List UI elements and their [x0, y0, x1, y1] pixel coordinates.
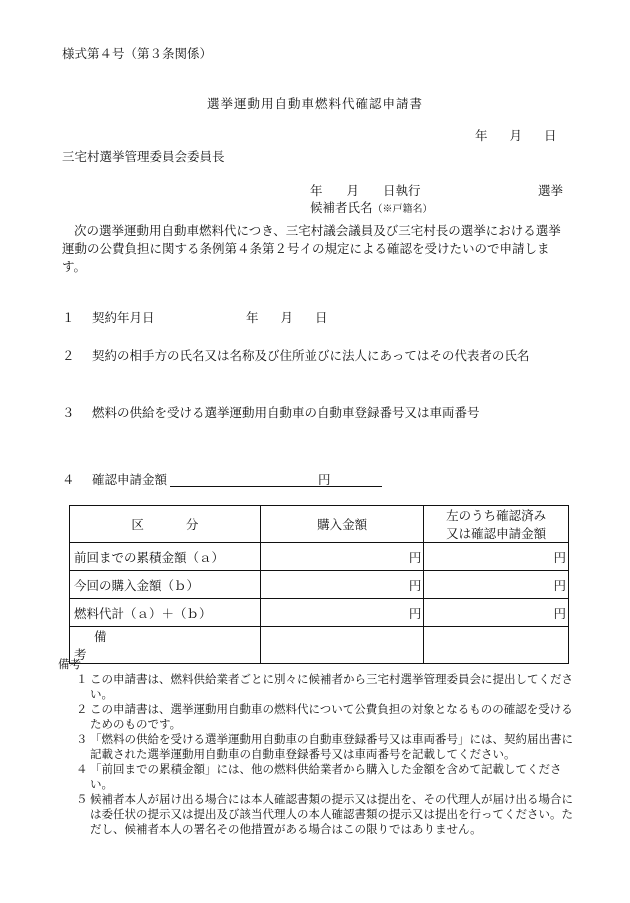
exec-year: 年: [310, 183, 323, 198]
item-contract-date: [62, 308, 328, 326]
table-row: [70, 571, 569, 599]
form-number: 様式第４号（第３条関係）: [62, 46, 213, 61]
date-day: 日: [544, 128, 557, 143]
item-number: ２: [62, 348, 75, 363]
note-number: ４: [76, 762, 88, 776]
body-text: 次の選挙運動用自動車燃料代につき、三宅村議会議員及び三宅村長の選挙における選挙運動の公費負担に関する条例第４条第２号イの規定による確認を受けたいので申請します。: [62, 223, 561, 274]
date-month: 月: [509, 128, 523, 143]
notes-title: 備考: [58, 657, 81, 671]
note-item: [62, 792, 582, 837]
item-vehicle-number: [62, 403, 480, 421]
note-number: ５: [76, 792, 88, 806]
contract-day: 日: [315, 310, 328, 325]
confirmed-amount-cell[interactable]: 円: [424, 599, 569, 627]
header-purchase-amount: 購入金額: [260, 506, 424, 543]
note-item: [62, 672, 582, 702]
contract-month: 月: [280, 310, 294, 325]
purchase-amount-cell[interactable]: 円: [260, 571, 424, 599]
note-text: 候補者本人が届け出る場合には本人確認書類の提示又は提出を、その代理人が届け出る場合には委任状の提示又は提出及び該当代理人の本人確認書類の提示又は提出を行ってください。ただし、候補者本人の署名その他措置がある場合はこの限りではありません。: [90, 792, 573, 836]
row-label: 備考: [70, 627, 261, 664]
item-label: 確認申請金額: [92, 472, 168, 487]
note-text: 「燃料の供給を受ける選挙運動用自動車の自動車登録番号又は車両番号」には、契約届出書に記載された選挙運動用自動車の自動車登録番号又は車両番号を記載してください。: [90, 732, 573, 761]
table-row: [70, 543, 569, 571]
note-text: この申請書は、選挙運動用自動車の燃料代について公費負担の対象となるものの確認を受けるためのものです。: [90, 702, 573, 731]
item-counterparty: [62, 346, 529, 364]
note-item: [62, 732, 582, 762]
purchase-amount-cell[interactable]: 円: [260, 599, 424, 627]
row-label: 今回の購入金額（ｂ）: [70, 571, 261, 599]
item-requested-amount: [62, 470, 331, 488]
election-label: 選挙: [538, 183, 564, 198]
election-execution-date: [310, 181, 421, 199]
item-number: ４: [62, 472, 75, 487]
application-date: [475, 126, 575, 144]
contract-year: 年: [246, 310, 259, 325]
confirmed-amount-cell[interactable]: 円: [424, 571, 569, 599]
confirmed-amount-cell[interactable]: 円: [424, 543, 569, 571]
note-number: ３: [76, 732, 88, 746]
candidate-note: （※戸籍名）: [372, 204, 433, 215]
contract-date-fields: [246, 308, 350, 326]
notes-section: [58, 657, 582, 837]
header-confirmed-amount: [424, 506, 569, 543]
header-confirmed-line1: 左のうち確認済み: [446, 508, 547, 523]
purchase-amount-cell[interactable]: 円: [260, 543, 424, 571]
header-confirmed-line2: 又は確認申請金額: [446, 526, 547, 541]
note-number: １: [76, 672, 88, 686]
table-row: [70, 599, 569, 627]
note-item: [62, 702, 582, 732]
note-text: 「前回までの累積金額」には、他の燃料供給業者から購入した金額を含めて記載してください。: [90, 762, 562, 791]
document-title: 選挙運動用自動車燃料代確認申請書: [206, 96, 423, 111]
row-label: 燃料代計（ａ）＋（ｂ）: [70, 599, 261, 627]
exec-month: 月: [346, 183, 360, 198]
date-year: 年: [475, 128, 488, 143]
note-item: [62, 762, 582, 792]
item-label: 契約年月日: [92, 310, 155, 325]
item-label: 契約の相手方の氏名又は名称及び住所並びに法人にあってはその代表者の氏名: [92, 348, 530, 363]
row-label: 前回までの累積金額（ａ）: [70, 543, 261, 571]
amount-input-line[interactable]: [170, 470, 382, 487]
amount-unit: 円: [318, 472, 331, 487]
fuel-cost-table: [69, 505, 569, 664]
addressee: 三宅村選挙管理委員会委員長: [62, 149, 225, 164]
table-header-row: [70, 506, 569, 543]
exec-day: 日執行: [383, 183, 421, 198]
candidate-label: 候補者氏名: [310, 200, 373, 215]
note-text: この申請書は、燃料供給業者ごとに別々に候補者から三宅村選挙管理委員会に提出してください。: [90, 672, 573, 701]
candidate-name-line: [310, 198, 433, 216]
header-category: 区分: [70, 506, 261, 543]
item-number: １: [62, 310, 75, 325]
item-number: ３: [62, 405, 75, 420]
item-label: 燃料の供給を受ける選挙運動用自動車の自動車登録番号又は車両番号: [92, 405, 480, 420]
note-number: ２: [76, 702, 88, 716]
